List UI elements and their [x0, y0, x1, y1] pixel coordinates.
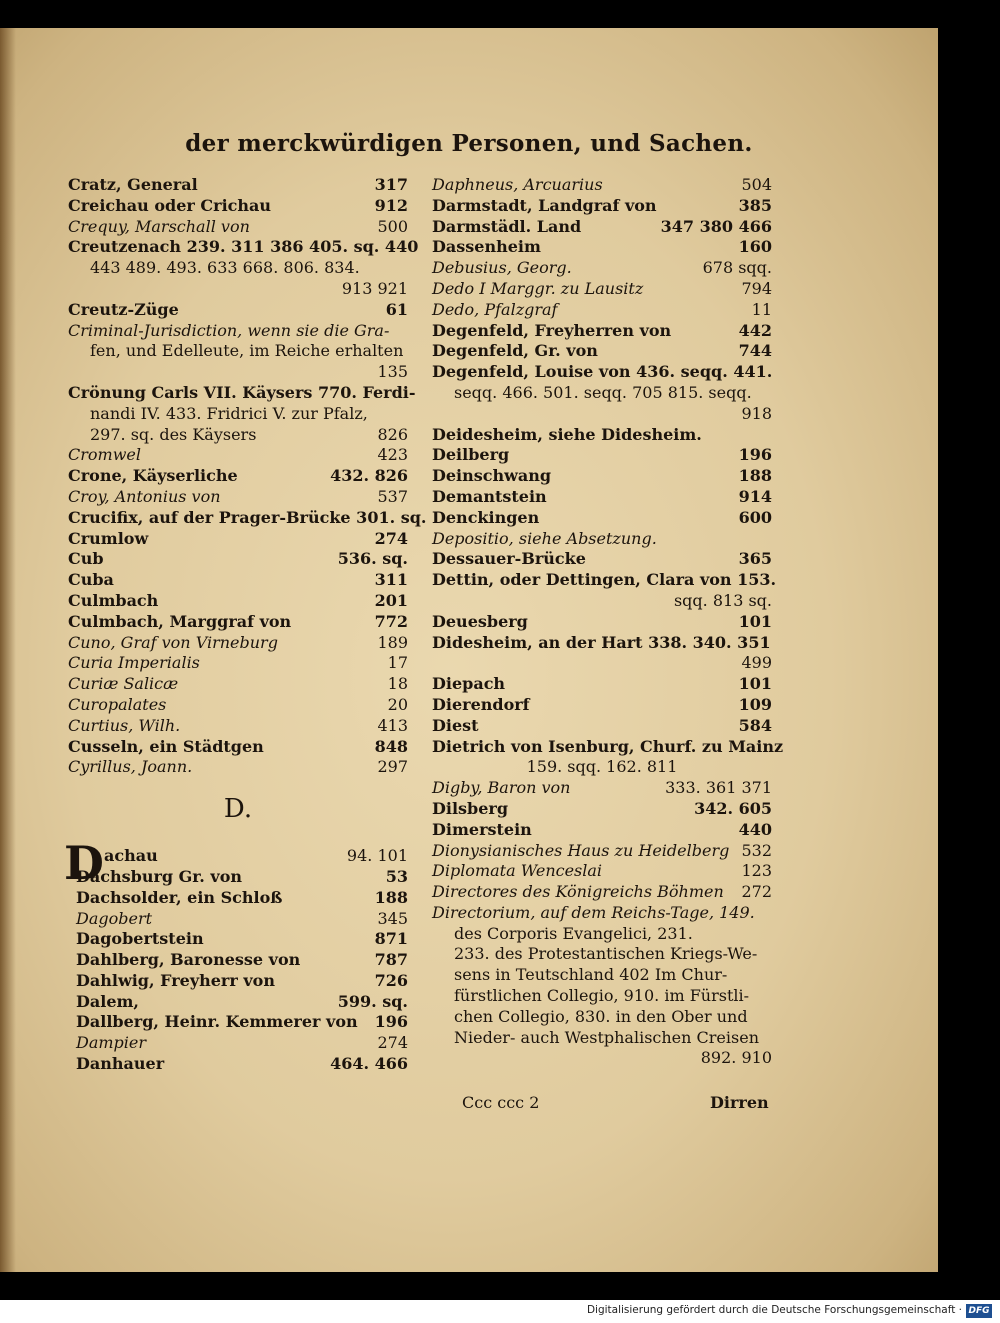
index-term: Dimerstein	[432, 819, 532, 839]
index-pages: 432. 826	[330, 466, 408, 486]
index-term: Degenfeld, Freyherren von	[432, 320, 672, 340]
index-term: Dedo I Marggr. zu Lausitz	[432, 278, 644, 298]
index-term: Deidesheim, siehe Didesheim.	[432, 424, 702, 444]
index-term: Creutz-Züge	[68, 299, 179, 319]
index-entry	[68, 466, 408, 487]
index-term: Debusius, Georg.	[432, 258, 572, 278]
index-entry	[432, 425, 772, 446]
index-term: Dionysianisches Haus zu Heidelberg	[432, 840, 730, 860]
index-term: Dilsberg	[432, 798, 509, 818]
paper-edge-shadow	[0, 28, 16, 1272]
index-pages: 918	[741, 403, 772, 423]
index-pages: 297	[377, 757, 408, 777]
index-term: Dahlwig, Freyherr von	[76, 970, 275, 990]
index-pages: 787	[374, 950, 408, 970]
index-term: Dagobert	[76, 908, 153, 928]
index-term: chen Collegio, 830. in den Ober und	[454, 1006, 748, 1026]
index-entry	[68, 674, 408, 695]
index-entry	[76, 992, 408, 1013]
index-term: fürstlichen Collegio, 910. im Fürstli-	[454, 986, 750, 1006]
index-term: des Corporis Evangelici, 231.	[454, 923, 693, 943]
index-pages: 772	[374, 611, 408, 631]
index-term: Deinschwang	[432, 466, 552, 486]
index-entry	[432, 695, 772, 716]
index-entry	[432, 591, 772, 612]
index-entry	[68, 362, 408, 383]
index-entry	[432, 1048, 772, 1069]
index-entry	[432, 612, 772, 633]
index-entry	[432, 674, 772, 695]
index-pages: 345	[377, 908, 408, 928]
index-entry	[68, 445, 408, 466]
index-entry	[76, 971, 408, 992]
index-pages: 333. 361 371	[665, 778, 772, 798]
index-pages: 442	[738, 320, 772, 340]
index-term: Dettin, oder Dettingen, Clara von 153.	[432, 570, 777, 590]
index-term: Dampier	[76, 1033, 147, 1053]
index-entry	[68, 237, 419, 258]
index-pages: 794	[741, 278, 772, 298]
index-term: Culmbach	[68, 590, 159, 610]
index-pages: 317	[374, 175, 408, 194]
index-entry	[76, 867, 408, 888]
index-term: Dedo, Pfalzgraf	[432, 299, 558, 319]
index-entry	[68, 341, 408, 362]
index-pages: 678 sqq.	[702, 258, 772, 278]
index-pages: 913 921	[341, 278, 408, 298]
index-entry	[76, 909, 408, 930]
index-term: Dierendorf	[432, 694, 530, 714]
index-entry	[76, 888, 408, 909]
index-pages: 274	[377, 1033, 408, 1053]
paper-page	[0, 28, 938, 1272]
index-term: Diplomata Wenceslai	[432, 861, 603, 881]
index-entry	[76, 1054, 408, 1075]
index-entry	[68, 258, 408, 279]
index-entry	[432, 986, 772, 1007]
index-term: Cromwel	[68, 445, 141, 465]
index-pages: 744	[738, 341, 772, 361]
index-pages: 189	[377, 632, 408, 652]
index-entry	[68, 382, 416, 404]
index-term: 297. sq. des Käysers	[90, 424, 257, 444]
index-entry	[432, 487, 772, 508]
index-term: Dallberg, Heinr. Kemmerer von	[76, 1012, 358, 1032]
index-entry	[68, 549, 408, 570]
running-title: der merckwürdigen Personen, und Sachen.	[185, 130, 753, 157]
index-pages: 914	[738, 486, 772, 506]
index-pages: 385	[738, 195, 772, 215]
index-pages: 61	[385, 299, 408, 319]
index-entry	[432, 944, 772, 965]
index-pages: 94. 101	[346, 846, 408, 866]
index-entry	[432, 175, 772, 196]
index-entry	[432, 217, 772, 238]
index-entry	[68, 404, 408, 425]
index-entry	[68, 196, 408, 217]
index-term: Cuno, Graf von Virneburg	[68, 632, 278, 652]
index-pages: 201	[374, 590, 408, 610]
index-entry	[68, 695, 408, 716]
index-pages: 159. sqq. 162. 811	[526, 757, 678, 777]
index-entry	[432, 341, 772, 362]
index-pages: 274	[374, 528, 408, 548]
index-pages: 109	[738, 694, 772, 714]
index-pages: 848	[374, 736, 408, 756]
index-term: Demantstein	[432, 486, 547, 506]
index-term: Dahlberg, Baronesse von	[76, 950, 301, 970]
index-entry	[432, 362, 772, 383]
index-term: Cusseln, ein Städtgen	[68, 736, 264, 756]
index-term: Crucifix, auf der Prager-Brücke 301. sq.	[68, 507, 427, 527]
index-term: Deuesberg	[432, 611, 528, 631]
left-column	[64, 175, 427, 1075]
index-pages: 196	[374, 1012, 408, 1032]
index-pages: 311	[374, 570, 408, 590]
index-term: Directorium, auf dem Reichs-Tage, 149.	[432, 902, 755, 922]
section-letter-d: D.	[223, 794, 253, 825]
index-pages: 599. sq.	[337, 991, 408, 1011]
index-section-d-continued	[432, 175, 784, 1069]
index-entry	[432, 841, 772, 862]
index-term: Crone, Käyserliche	[68, 466, 238, 486]
index-pages: 464. 466	[330, 1054, 408, 1074]
index-entry	[68, 570, 408, 591]
index-term: Didesheim, an der Hart 338. 340. 351	[432, 632, 771, 652]
index-term: Degenfeld, Gr. von	[432, 341, 598, 361]
index-entry	[432, 445, 772, 466]
index-entry	[432, 383, 772, 404]
index-entry	[432, 653, 772, 674]
index-term: Diepach	[432, 674, 506, 694]
index-pages: 726	[374, 970, 408, 990]
index-pages: 196	[738, 445, 772, 465]
index-entry	[68, 425, 408, 446]
index-pages: 188	[374, 887, 408, 907]
index-entry	[68, 321, 408, 342]
index-term: sens in Teutschland 402 Im Chur-	[454, 965, 728, 985]
index-pages: 160	[738, 237, 772, 257]
dfg-credit-text: Digitalisierung gefördert durch die Deutsche Forschungsgemeinschaft ·	[586, 1304, 962, 1316]
index-term: Degenfeld, Louise von 436. seqq. 441.	[432, 362, 773, 382]
index-term: Darmstadt, Landgraf von	[432, 195, 657, 215]
index-entry	[432, 237, 772, 258]
index-pages: 135	[377, 362, 408, 382]
index-entry	[432, 466, 772, 487]
index-entry	[68, 300, 408, 321]
catchword: Dirren	[710, 1093, 769, 1112]
index-entry	[432, 1028, 772, 1049]
index-pages: 123	[741, 861, 772, 881]
index-entry	[432, 196, 772, 217]
index-term: Dalem,	[76, 991, 139, 1011]
index-pages: 17	[387, 653, 408, 673]
index-pages: 18	[387, 674, 408, 694]
index-entry	[432, 882, 772, 903]
index-pages: 101	[738, 611, 772, 631]
index-term: Dagobertstein	[76, 929, 204, 949]
index-pages: 423	[377, 445, 408, 465]
index-pages: 272	[741, 882, 772, 902]
index-pages: 101	[738, 674, 772, 694]
index-term: Digby, Baron von	[432, 778, 571, 798]
index-term: achau	[104, 846, 158, 866]
index-term: Curopalates	[68, 694, 167, 714]
index-entry	[432, 300, 772, 321]
index-entry	[432, 757, 772, 778]
index-pages: 188	[738, 466, 772, 486]
index-term: Dachsburg Gr. von	[76, 866, 242, 886]
index-entry	[432, 404, 772, 425]
index-entry	[68, 633, 408, 654]
index-pages: 532	[741, 840, 772, 860]
index-entry	[432, 861, 772, 882]
index-entry	[76, 1033, 408, 1054]
index-term: Crequy, Marschall von	[68, 216, 250, 236]
index-entry	[432, 965, 772, 986]
index-term: Darmstädl. Land	[432, 216, 582, 236]
index-entry	[432, 549, 772, 570]
index-pages: 440	[738, 819, 772, 839]
index-pages: 584	[738, 715, 772, 735]
index-term: Dachsolder, ein Schloß	[76, 887, 283, 907]
index-term: Cub	[68, 549, 104, 569]
index-term: Curtius, Wilh.	[68, 715, 181, 735]
index-entry	[68, 507, 427, 529]
index-term: 443 489. 493. 633 668. 806. 834.	[90, 258, 360, 278]
right-column	[432, 175, 784, 1069]
index-entry	[432, 778, 772, 799]
index-entry	[68, 737, 408, 758]
index-pages: 500	[377, 216, 408, 236]
index-term: Culmbach, Marggraf von	[68, 611, 292, 631]
index-term: Diest	[432, 715, 479, 735]
index-pages: 53	[385, 866, 408, 886]
index-entry	[432, 633, 772, 654]
index-term: Dassenheim	[432, 237, 541, 257]
index-pages: 912	[374, 195, 408, 215]
index-entry	[432, 529, 772, 550]
index-entry	[76, 950, 408, 971]
index-term: Curiæ Salicæ	[68, 674, 179, 694]
index-entry	[68, 757, 408, 778]
index-pages: 892. 910	[700, 1048, 772, 1068]
index-pages: 20	[387, 694, 408, 714]
index-term: Dietrich von Isenburg, Churf. zu Mainz	[432, 736, 784, 756]
index-pages: 342. 605	[694, 798, 772, 818]
index-entry	[76, 929, 408, 950]
index-term: Creichau oder Crichau	[68, 195, 272, 215]
index-term: Depositio, siehe Absetzung.	[432, 528, 657, 548]
index-entry	[432, 570, 777, 591]
index-term: Cyrillus, Joann.	[68, 757, 193, 777]
index-entry	[432, 508, 772, 529]
index-term: nandi IV. 433. Fridrici V. zur Pfalz,	[90, 403, 368, 423]
index-pages: 536. sq.	[337, 549, 408, 569]
dropcap-letter: D	[64, 836, 104, 891]
index-entry	[432, 924, 772, 945]
index-pages: 499	[741, 653, 772, 673]
index-entry	[432, 279, 772, 300]
index-entry	[68, 279, 408, 300]
index-pages: 537	[377, 486, 408, 506]
index-pages: 365	[738, 549, 772, 569]
index-section-d	[68, 867, 408, 1075]
index-term: fen, und Edelleute, im Reiche erhalten	[90, 341, 404, 361]
index-entry	[432, 716, 772, 737]
index-term: Curia Imperialis	[68, 653, 200, 673]
index-entry	[432, 258, 772, 279]
index-term: Denckingen	[432, 507, 540, 527]
index-term: Cratz, General	[68, 175, 198, 194]
index-entry	[68, 612, 408, 633]
index-term: seqq. 466. 501. seqq. 705 815. seqq.	[454, 382, 752, 402]
index-entry	[432, 321, 772, 342]
index-pages: 504	[741, 175, 772, 194]
index-entry	[68, 175, 408, 196]
index-term: Daphneus, Arcuarius	[432, 175, 603, 194]
index-entry	[432, 736, 784, 758]
index-term: Cuba	[68, 570, 114, 590]
index-entry	[432, 903, 772, 924]
index-entry	[68, 529, 408, 550]
index-pages: 347 380 466	[660, 216, 772, 236]
index-term: Creutzenach 239. 311 386 405. sq. 440	[68, 237, 419, 257]
index-term: Directores des Königreichs Böhmen	[432, 882, 724, 902]
index-term: Dessauer-Brücke	[432, 549, 586, 569]
index-pages: 600	[738, 507, 772, 527]
digitization-footer	[0, 1300, 1000, 1323]
index-term: Nieder- auch Westphalischen Creisen	[454, 1027, 759, 1047]
index-pages: 826	[377, 424, 408, 444]
index-term: Criminal-Jurisdiction, wenn sie die Gra-	[68, 320, 390, 340]
index-entry	[432, 1007, 772, 1028]
index-pages: 413	[377, 715, 408, 735]
index-entry	[68, 716, 408, 737]
index-pages: sqq. 813 sq.	[673, 590, 772, 610]
index-entry	[68, 487, 408, 508]
index-term: Crönung Carls VII. Käysers 770. Ferdi-	[68, 382, 416, 402]
index-entry	[68, 591, 408, 612]
index-entry	[432, 820, 772, 841]
index-entry	[76, 1012, 408, 1033]
index-section-c	[68, 175, 427, 778]
index-entry	[432, 799, 772, 820]
index-term: Danhauer	[76, 1054, 165, 1074]
index-term: Deilberg	[432, 445, 510, 465]
index-entry	[68, 217, 408, 238]
index-term: Croy, Antonius von	[68, 486, 221, 506]
index-entry	[68, 653, 408, 674]
index-term: Crumlow	[68, 528, 149, 548]
signature-mark: Ccc ccc 2	[462, 1093, 540, 1112]
index-pages: 871	[374, 929, 408, 949]
dfg-logo-icon: DFG	[966, 1304, 992, 1318]
index-term: 233. des Protestantischen Kriegs-We-	[454, 944, 758, 964]
index-pages: 11	[751, 299, 772, 319]
